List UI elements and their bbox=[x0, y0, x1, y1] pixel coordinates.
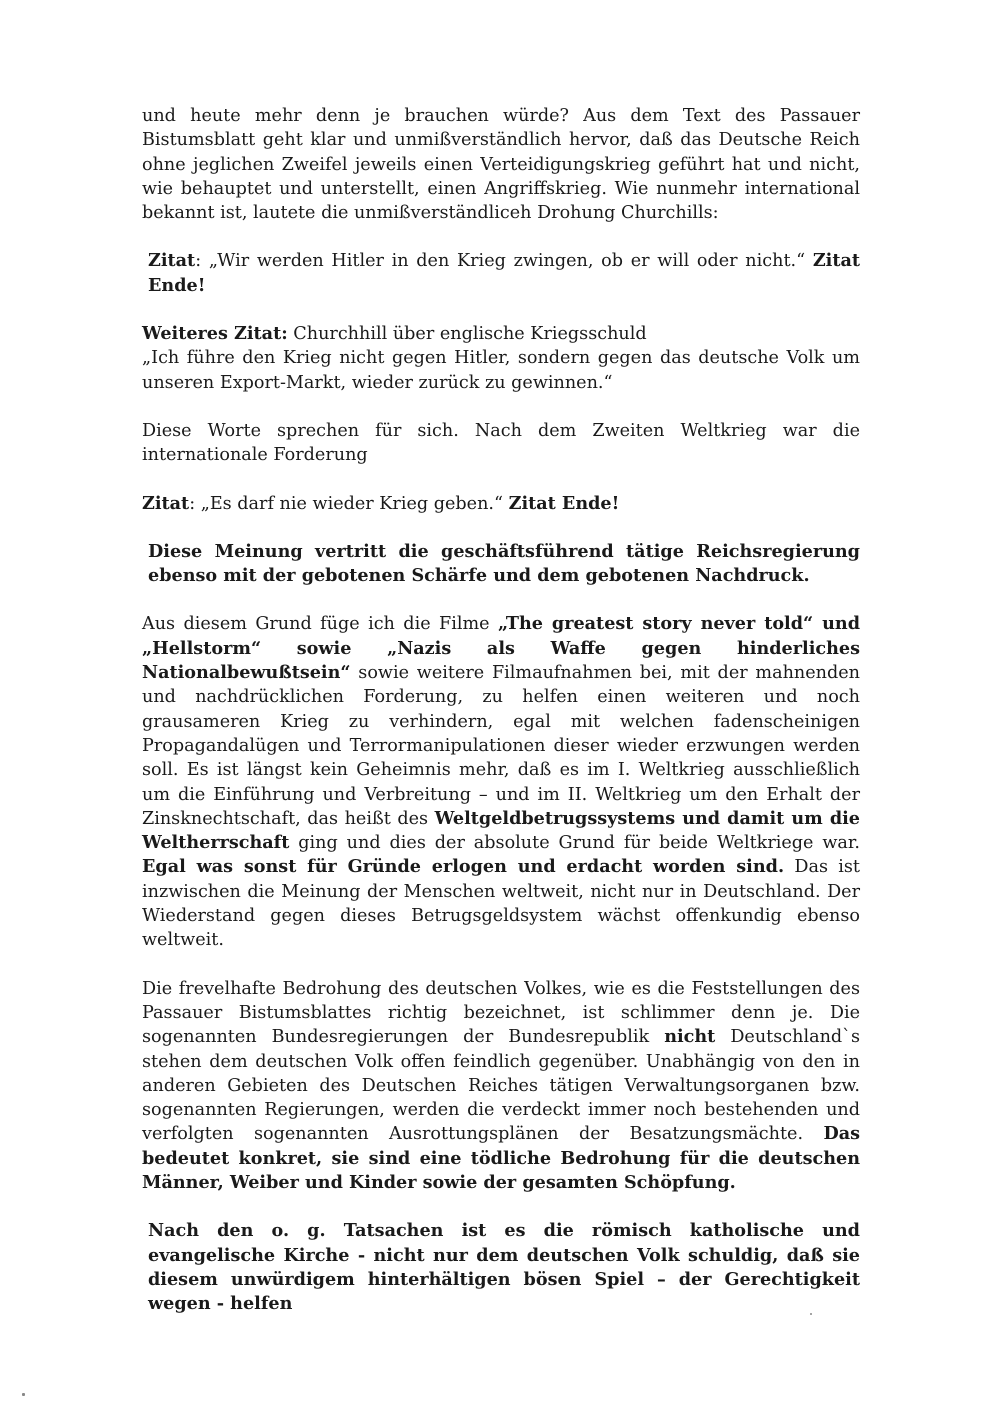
quote-never-again bbox=[142, 492, 860, 516]
films-text-1: Aus diesem Grund füge ich die Filme bbox=[142, 614, 499, 635]
quote-label: Zitat bbox=[148, 250, 196, 272]
paragraph-churches bbox=[148, 1219, 860, 1316]
films-bold-2: Weltgeldbetrugssystems und damit um die Weltherrschaft bbox=[142, 807, 860, 854]
paragraph-opinion bbox=[148, 540, 860, 589]
paragraph-intro: und heute mehr denn je brauchen würde? Aus dem Text des Passauer Bistumsblatt geht klar und unmißverständlich hervor, daß das Deutsche Reich ohne jeglichen Zweifel jeweils einen Verteidigungskrieg geführt hat und nicht, wie behauptet und unterstellt, einen Angriffskrieg. Wie nunmehr international bekannt ist, lautete die unmißverständliceh Drohung Churchills: bbox=[142, 106, 860, 224]
scan-speck bbox=[810, 1313, 812, 1315]
threat-bold-2: Das bedeutet konkret, sie sind eine tödliche Bedrohung für die deutschen Männer, Weiber und Kinder sowie der gesamten Schöpfung. bbox=[142, 1123, 860, 1193]
quote-end: Zitat Ende! bbox=[148, 250, 861, 296]
quote-intro: Churchhill über englische Kriegsschuld bbox=[287, 324, 647, 345]
paragraph-threat bbox=[142, 977, 860, 1196]
quote-text: : „Wir werden Hitler in den Krieg zwingen, ob er will oder nicht.“ bbox=[195, 251, 806, 272]
films-text-2: sowie weitere Filmaufnahmen bei, mit der mahnenden und nachdrücklichen Forderung, zu helfen einen weiteren und noch grausameren Krieg zu verhindern, egal mit welchen fadenscheinigen Propagandalügen und Terrormanipulationen dieser wieder erzwungen werden soll. Es ist längst kein Geheimnis mehr, daß es im I. Weltkrieg ausschließlich um die Einführung und Verbreitung – und im II. Weltkrieg um den Erhalt der Zinsknechtschaft, das heißt des bbox=[142, 663, 860, 829]
quote-label: Zitat bbox=[142, 492, 190, 514]
quote-text: „Ich führe den Krieg nicht gegen Hitler, sondern gegen das deutsche Volk um unseren Export-Markt, wieder zurück zu gewinnen.“ bbox=[142, 348, 860, 393]
quote-text: : „Es darf nie wieder Krieg geben.“ bbox=[189, 493, 509, 514]
churches-text: Nach den o. g. Tatsachen ist es die römisch katholische und evangelische Kirche - nicht nur dem deutschen Volk schuldig, daß sie diesem unwürdigem hinterhältigen bösen Spiel – der Gerechtigkeit wegen - helfen bbox=[148, 1220, 860, 1315]
scan-speck bbox=[22, 1393, 25, 1396]
quote-label: Weiteres Zitat: bbox=[142, 323, 288, 345]
document-body bbox=[142, 104, 860, 1316]
threat-text-1: Die frevelhafte Bedrohung des deutschen Volkes, wie es die Feststellungen des Passauer Bistumsblattes richtig bezeichnet, ist schlimmer denn je. Die sogenannten Bundesregierungen der Bundesrepublik bbox=[142, 978, 860, 1048]
quote-end: Zitat Ende! bbox=[508, 492, 620, 514]
films-text-4: Das ist inzwischen die Meinung der Menschen weltweit, nicht nur in Deutschland. Der Wiederstand gegen dieses Betrugsgeldsystem wächst offenkundig ebenso weltweit. bbox=[142, 857, 860, 951]
films-titles: „The greatest story never told“ und „Hellstorm“ sowie „Nazis als Waffe gegen hinderliches Nationalbewußtsein“ bbox=[142, 613, 861, 684]
quote-churchill-2 bbox=[142, 322, 860, 395]
films-bold-3: Egal was sonst für Gründe erlogen und erdacht worden sind. bbox=[142, 856, 785, 878]
threat-text-2: Deutschland`s stehen dem deutschen Volk offen feindlich gegenüber. Unabhängig von den in anderen Gebieten des Deutschen Reiches tätigen Verwaltungsorganen bzw. sogenannten Regierungen, werden die verdeckt immer noch bestehenden und verfolgten sogenannten Ausrottungsplänen der Besatzungsmächte. bbox=[142, 1027, 860, 1145]
opinion-text: Diese Meinung vertritt die geschäftsführend tätige Reichsregierung ebenso mit der gebotenen Schärfe und dem gebotenen Nachdruck. bbox=[148, 540, 860, 587]
films-text-3: ging und dies der absolute Grund für beide Weltkriege war. bbox=[289, 833, 860, 854]
paragraph-words: Diese Worte sprechen für sich. Nach dem Zweiten Weltkrieg war die internationale Forderung bbox=[142, 420, 860, 466]
paragraph-films bbox=[142, 612, 860, 952]
quote-churchill-1 bbox=[148, 249, 860, 298]
threat-bold-1: nicht bbox=[664, 1026, 716, 1048]
